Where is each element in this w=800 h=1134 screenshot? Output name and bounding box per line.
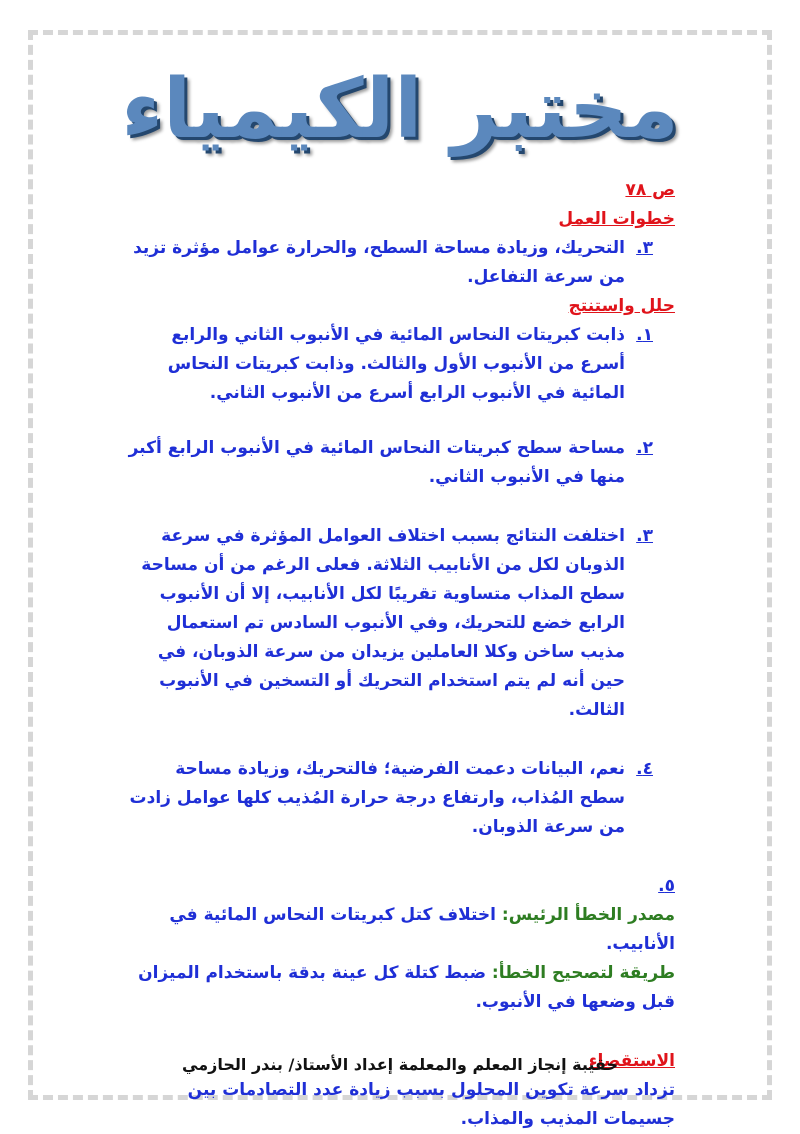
error-source-label: مصدر الخطأ الرئيس:	[501, 905, 675, 925]
analysis-item-2	[128, 434, 653, 492]
analysis-item-3	[128, 522, 653, 725]
inquiry-text: تزداد سرعة تكوين المحلول بسبب زيادة عدد التصادمات بين جسيمات المذيب والمذاب.	[187, 1080, 675, 1129]
footer-credit: حقيبة إنجاز المعلم والمعلمة إعداد الأستاذ/ بندر الحازمي	[182, 1055, 618, 1074]
item-text: التحريك، وزيادة مساحة السطح، والحرارة عوامل مؤثرة تزيد من سرعة التفاعل.	[133, 238, 625, 287]
item-number: ٤.	[636, 759, 653, 779]
error-fix	[128, 959, 675, 1017]
content-body	[128, 176, 675, 1134]
page-title: مختبر الكيمياء	[121, 62, 679, 157]
item-number: ١.	[636, 325, 653, 345]
item-text: نعم، البيانات دعمت الفرضية؛ فالتحريك، وزيادة مساحة سطح المُذاب، وارتفاع درجة حرارة المُذيب كلها عوامل زادت من سرعة الذوبان.	[129, 759, 625, 837]
item-number: ٢.	[636, 438, 653, 458]
procedure-heading: خطوات العمل	[558, 209, 675, 229]
analysis-item-4	[128, 755, 653, 842]
item-text: مساحة سطح كبريتات النحاس المائية في الأنبوب الرابع أكبر منها في الأنبوب الثاني.	[128, 438, 625, 487]
item-5-number: ٥.	[658, 876, 675, 896]
page-reference: ص ٧٨	[625, 180, 675, 200]
inquiry-heading: الاستقصاء	[588, 1051, 675, 1071]
procedure-item	[128, 234, 653, 292]
analysis-item-1	[128, 321, 653, 408]
analysis-heading: حلل واستنتج	[568, 296, 675, 316]
item-text: اختلفت النتائج بسبب اختلاف العوامل المؤثرة في سرعة الذوبان لكل من الأنابيب الثلاثة. فعلى الرغم من أن مساحة سطح المذاب متساوية تقريبًا لكل الأنابيب، إلا أن الأنبوب الرابع خضع للتحريك، وفي الأنبوب السادس تم استعمال مذيب ساخن وكلا العاملين يزيدان من سرعة الذوبان، في حين أنه لم يتم استخدام التحريك أو التسخين في الأنبوب الثالث.	[141, 526, 625, 720]
item-number: ٣.	[636, 526, 653, 546]
error-source	[128, 901, 675, 959]
item-number: ٣.	[636, 238, 653, 258]
error-fix-label: طريقة لتصحيح الخطأ:	[491, 963, 675, 983]
item-text: ذابت كبريتات النحاس المائية في الأنبوب الثاني والرابع أسرع من الأنبوب الأول والثالث. وذابت كبريتات النحاس المائية في الأنبوب الرابع أسرع من الأنبوب الثاني.	[167, 325, 625, 403]
error-fix-text: ضبط كتلة كل عينة بدقة باستخدام الميزان قبل وضعها في الأنبوب.	[138, 963, 675, 1012]
error-source-text: اختلاف كتل كبريتات النحاس المائية في الأنابيب.	[169, 905, 675, 954]
